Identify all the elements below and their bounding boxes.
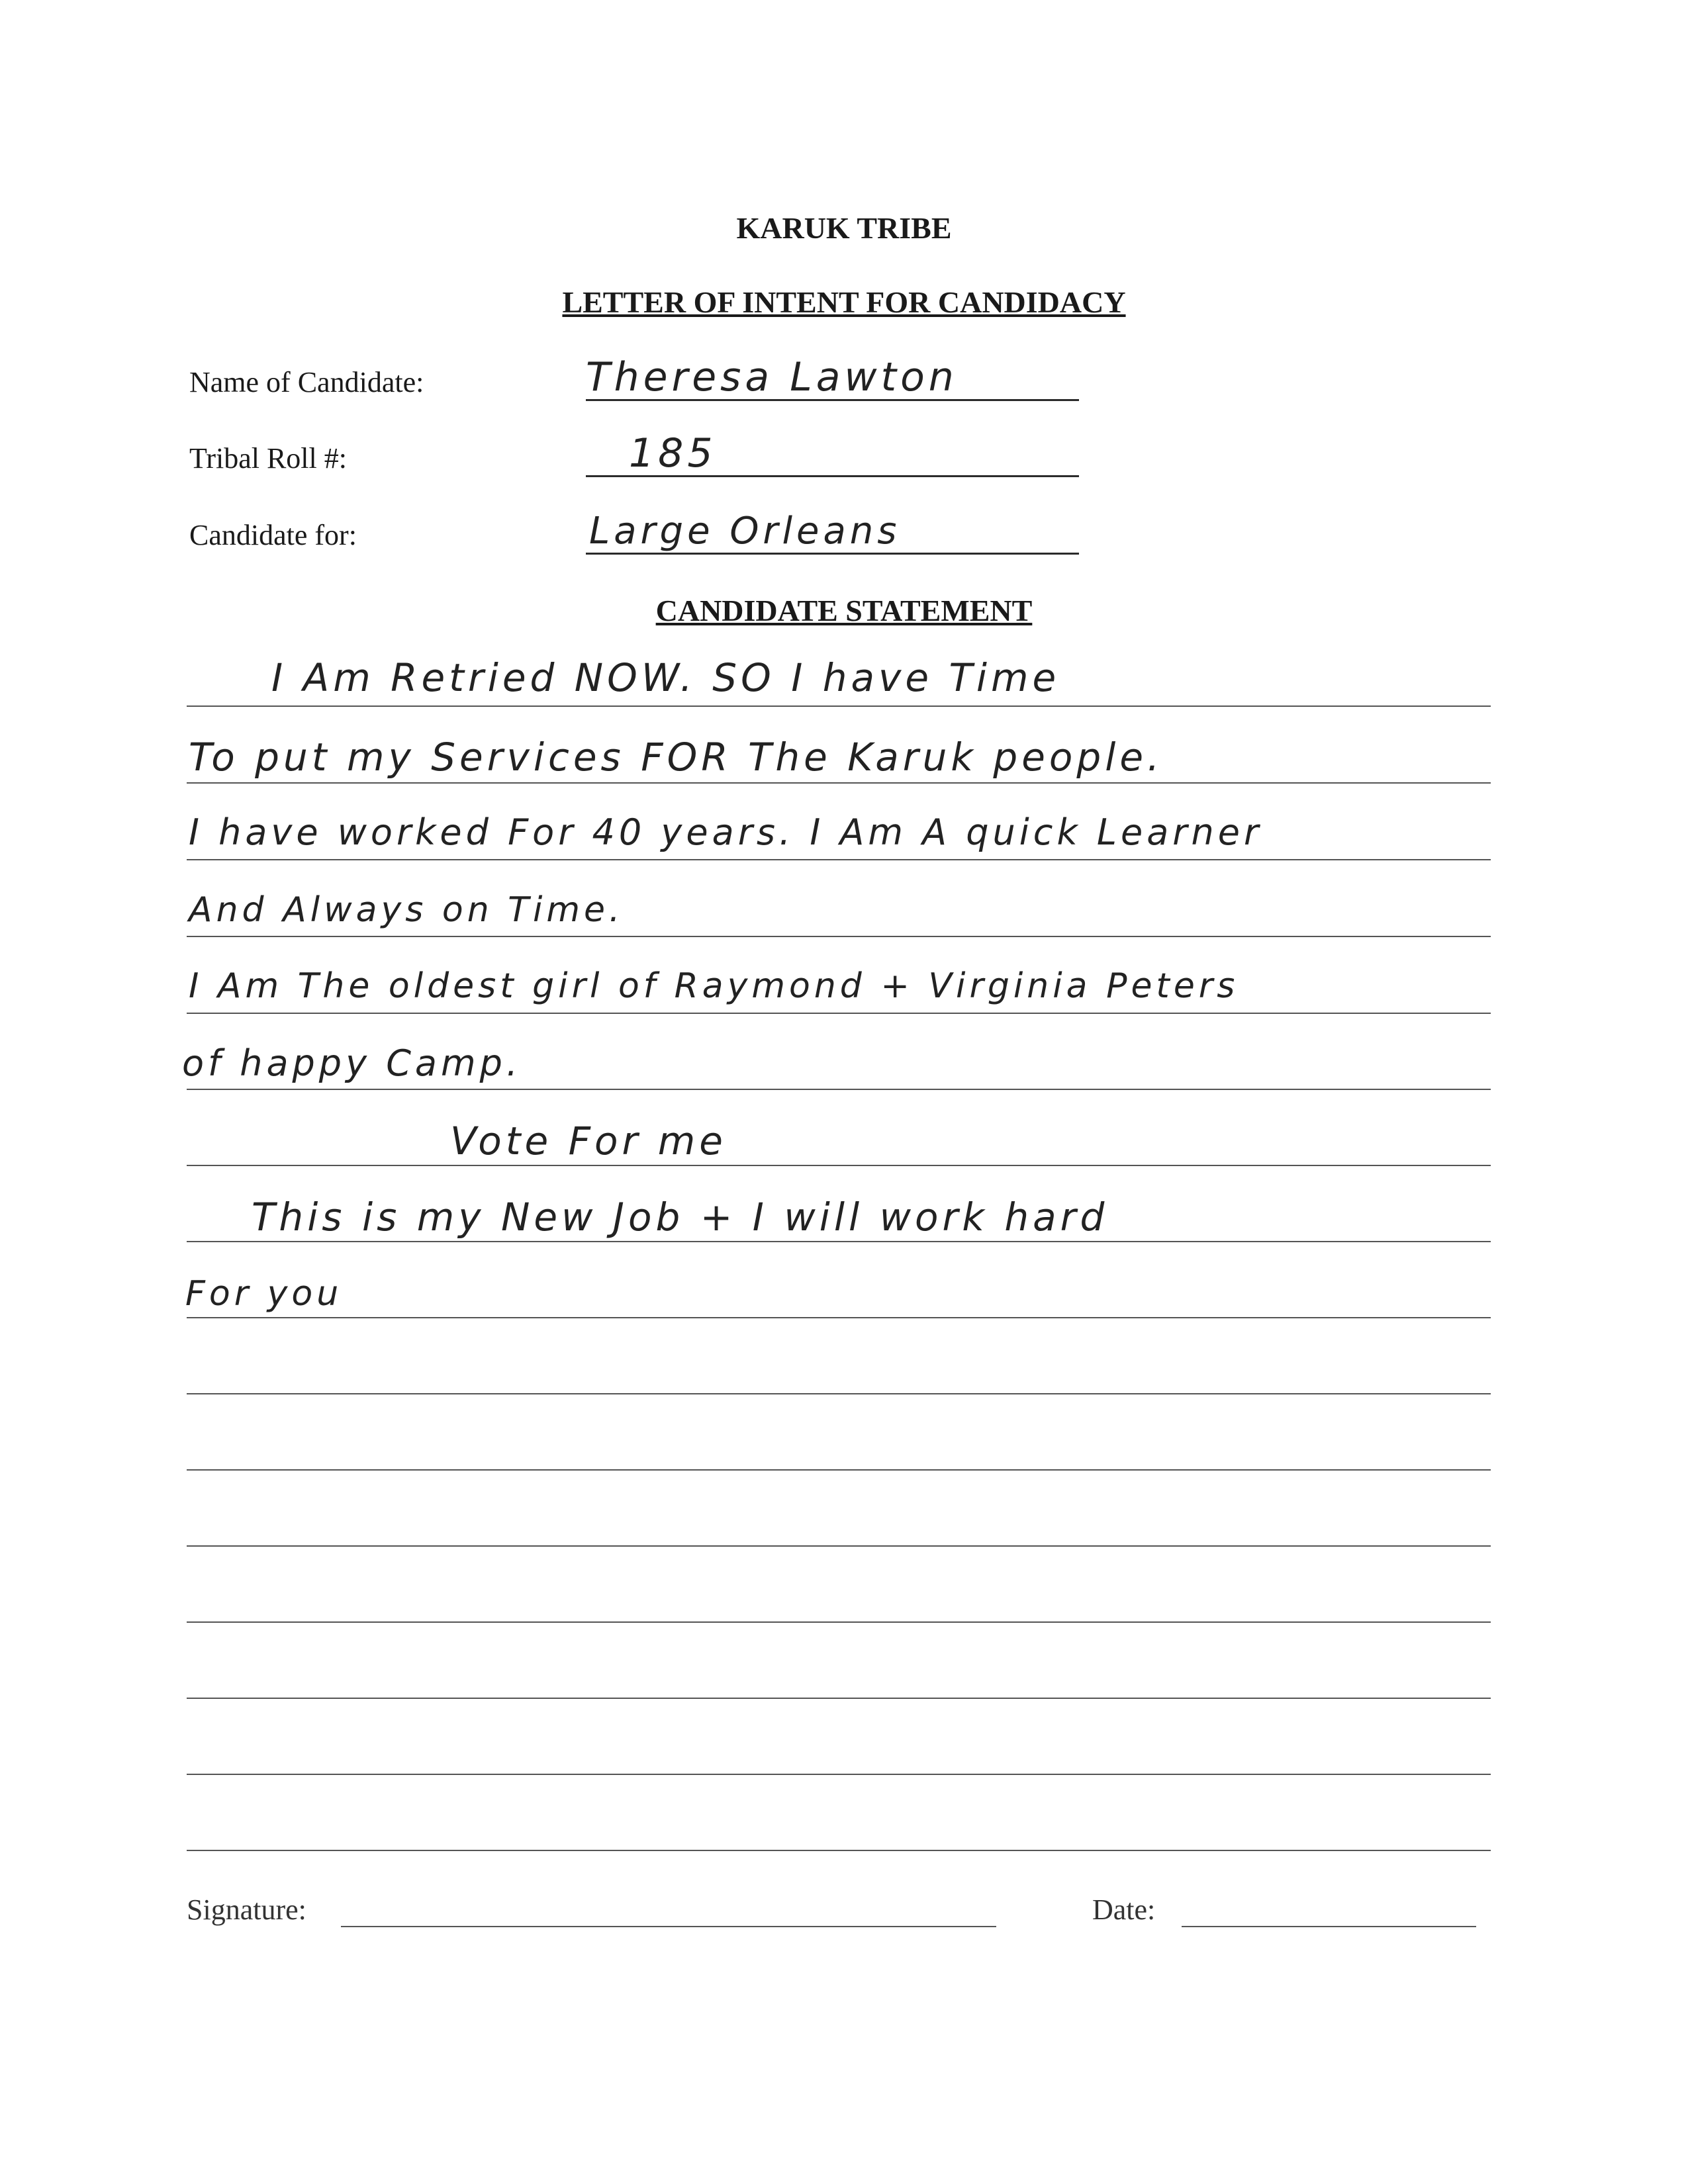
candidate-for-line <box>586 553 1079 555</box>
ruled-line <box>187 1545 1491 1547</box>
statement-line: of happy Camp. <box>182 1042 522 1084</box>
roll-label: Tribal Roll #: <box>189 442 347 475</box>
name-value: Theresa Lawton <box>586 354 958 400</box>
ruled-line <box>187 1013 1491 1014</box>
statement-line: Vote For me <box>450 1118 727 1163</box>
statement-line: This is my New Job + I will work hard <box>252 1195 1109 1240</box>
organization-title: KARUK TRIBE <box>736 211 952 245</box>
statement-line: And Always on Time. <box>189 890 624 930</box>
statement-line: I have worked For 40 years. I Am A quick Learner <box>189 811 1263 853</box>
candidate-for-label: Candidate for: <box>189 519 357 551</box>
roll-value: 185 <box>629 430 717 477</box>
date-line <box>1182 1926 1476 1927</box>
ruled-line <box>187 1241 1491 1242</box>
date-label: Date: <box>1092 1893 1156 1926</box>
ruled-line <box>187 1165 1491 1166</box>
signature-label: Signature: <box>187 1893 306 1926</box>
form-title: LETTER OF INTENT FOR CANDIDACY <box>562 285 1126 319</box>
candidate-for-value: Large Orleans <box>589 510 901 553</box>
statement-line: To put my Services FOR The Karuk people. <box>189 735 1164 780</box>
ruled-line <box>187 1621 1491 1623</box>
statement-heading: CANDIDATE STATEMENT <box>655 594 1033 627</box>
roll-line <box>586 475 1079 477</box>
statement-line: For you <box>185 1274 343 1314</box>
ruled-line <box>187 1774 1491 1775</box>
statement-line: I Am The oldest girl of Raymond + Virginia Peters <box>189 966 1239 1006</box>
ruled-line <box>187 1698 1491 1699</box>
ruled-line <box>187 705 1491 707</box>
ruled-line <box>187 1850 1491 1851</box>
ruled-line <box>187 782 1491 784</box>
ruled-line <box>187 936 1491 937</box>
ruled-line <box>187 1469 1491 1471</box>
statement-line: I Am Retried NOW. SO I have Time <box>271 655 1060 700</box>
name-label: Name of Candidate: <box>189 366 424 398</box>
ruled-line <box>187 1089 1491 1090</box>
name-line <box>586 399 1079 401</box>
ruled-line <box>187 1393 1491 1394</box>
signature-line <box>341 1926 996 1927</box>
ruled-line <box>187 1317 1491 1318</box>
ruled-line <box>187 859 1491 860</box>
